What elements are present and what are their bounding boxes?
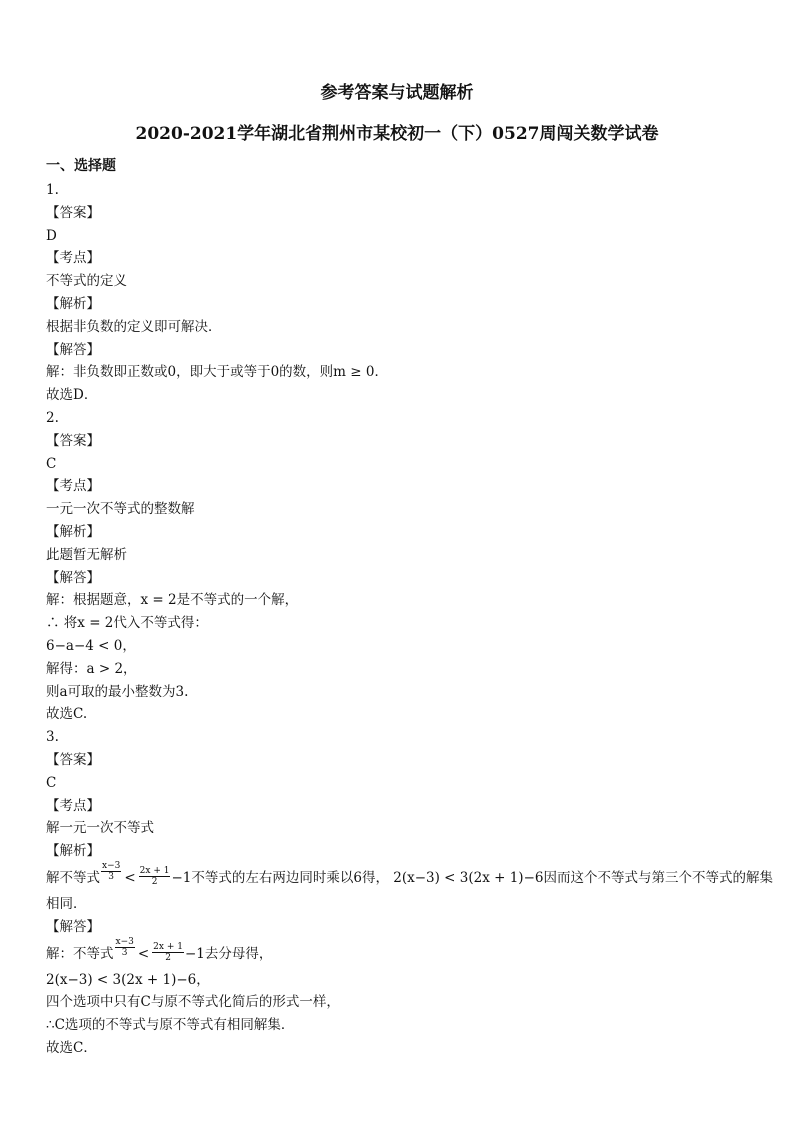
- fraction-denominator: 3: [108, 872, 115, 883]
- fraction: [115, 937, 135, 958]
- answer-value: D: [46, 227, 57, 244]
- analysis-label: 【解析】: [46, 843, 100, 860]
- solution-line: 则a可取的最小整数为3.: [46, 683, 189, 700]
- page-title: 参考答案与试题解析: [320, 83, 474, 103]
- fraction: [139, 866, 171, 887]
- solution-line: ∴C选项的不等式与原不等式有相同解集．: [46, 1017, 295, 1034]
- point-text: 不等式的定义: [46, 273, 127, 290]
- point-label: 【考点】: [46, 250, 100, 267]
- less-than-sign: <: [137, 945, 150, 962]
- answer-value: C: [46, 455, 57, 472]
- point-label: 【考点】: [46, 797, 100, 814]
- fraction: [152, 942, 184, 963]
- solution-line: 故选C.: [46, 706, 88, 723]
- solution-line: 四个选项中只有C与原不等式化简后的形式一样，: [46, 994, 340, 1011]
- solution-label: 【解答】: [46, 569, 100, 586]
- analysis-text: −1不等式的左右两边同时乘以6得， 2(x−3) < 3(2x + 1)−6因而这个不等式与第三个不等式的解集: [171, 869, 773, 886]
- solution-line: 解：非负数即正数或0，即大于或等于0的数，则m ≥ 0．: [46, 364, 388, 381]
- point-text: 解一元一次不等式: [46, 820, 154, 837]
- fraction-numerator: x−3: [115, 937, 134, 947]
- answer-label: 【答案】: [46, 432, 100, 449]
- solution-label: 【解答】: [46, 341, 100, 358]
- fraction-denominator: 2: [151, 877, 158, 888]
- fraction-numerator: 2x + 1: [139, 866, 170, 877]
- fraction-numerator: x−3: [102, 861, 121, 872]
- analysis-text: 此题暂无解析: [46, 546, 127, 563]
- exam-title: 2020-2021学年湖北省荆州市某校初一（下）0527周闯关数学试卷: [135, 124, 659, 144]
- analysis-text: 解不等式: [46, 869, 100, 886]
- fraction-denominator: 3: [121, 948, 128, 958]
- solution-label: 【解答】: [46, 918, 100, 935]
- solution-formula-line: [46, 939, 756, 969]
- solution-line: 解得：a > 2，: [46, 660, 137, 677]
- point-label: 【考点】: [46, 478, 100, 495]
- fraction-numerator: 2x + 1: [153, 942, 183, 952]
- solution-text: −1去分母得，: [184, 945, 273, 962]
- solution-line: 故选D．: [46, 387, 98, 404]
- answer-value: C: [46, 774, 57, 791]
- analysis-formula-line: [46, 861, 773, 893]
- solution-line: 2(x−3) < 3(2x + 1)−6，: [46, 971, 210, 988]
- analysis-label: 【解析】: [46, 295, 100, 312]
- solution-line: ∴ 将x = 2代入不等式得：: [46, 615, 208, 632]
- content-body: [46, 179, 773, 1060]
- question-number: 3.: [46, 729, 59, 746]
- section-heading: 一、选择题: [46, 158, 116, 174]
- fraction: [101, 861, 121, 882]
- solution-line: 解：根据题意，x = 2是不等式的一个解，: [46, 592, 299, 609]
- point-text: 一元一次不等式的整数解: [46, 501, 195, 518]
- question-number: 1.: [46, 182, 59, 198]
- analysis-label: 【解析】: [46, 523, 100, 540]
- question-number: 2.: [46, 409, 59, 426]
- answer-label: 【答案】: [46, 751, 100, 768]
- solution-line: 故选C．: [46, 1039, 97, 1056]
- analysis-text: 相同．: [46, 895, 87, 912]
- solution-text: 解：不等式: [46, 945, 114, 962]
- less-than-sign: <: [124, 869, 136, 886]
- answer-label: 【答案】: [46, 204, 100, 221]
- analysis-text: 根据非负数的定义即可解决．: [46, 318, 222, 335]
- fraction-denominator: 2: [165, 953, 171, 963]
- solution-line: 6−a−4 < 0，: [46, 637, 136, 654]
